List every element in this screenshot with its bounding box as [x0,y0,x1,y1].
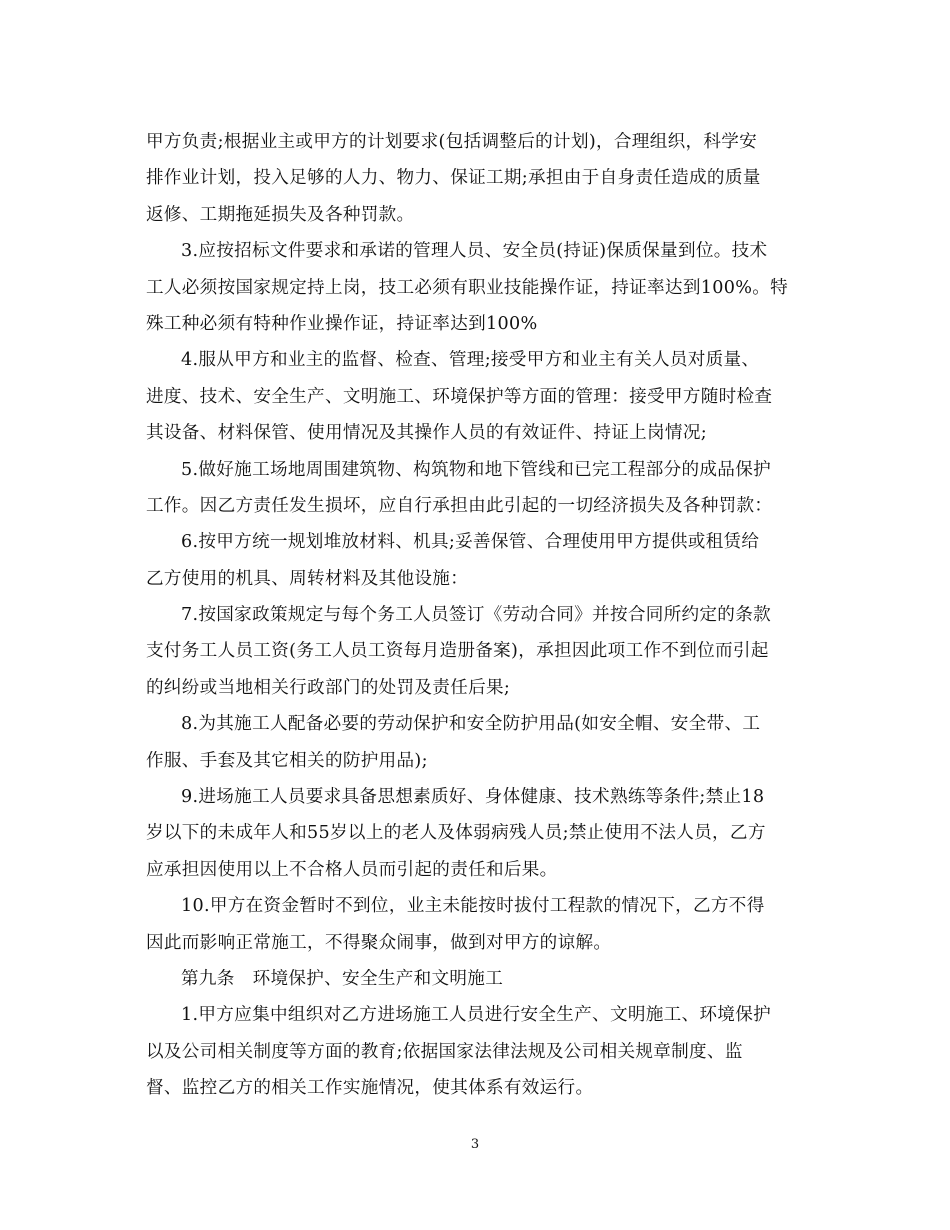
document-body [146,124,806,1107]
text-line: 6.按甲方统一规划堆放材料、机具;妥善保管、合理使用甲方提供或租赁给 [181,532,760,553]
text-line: 4.服从甲方和业主的监督、检查、管理;接受甲方和业主有关人员对质量、 [181,350,760,371]
text-line: 岁以下的未成年人和55岁以上的老人及体弱病残人员;禁止使用不法人员，乙方 [146,823,766,844]
text-line: 因此而影响正常施工，不得聚众闹事，做到对甲方的谅解。 [146,932,612,953]
text-line: 第九条 环境保护、安全生产和文明施工 [181,968,504,989]
text-line: 3.应按招标文件要求和承诺的管理人员、安全员(持证)保质保量到位。技术 [181,241,768,262]
text-line: 工人必须按国家规定持上岗，技工必须有职业技能操作证，持证率达到100%。特 [146,277,788,298]
text-line: 的纠纷或当地相关行政部门的处罚及责任后果; [146,677,511,698]
text-line: 甲方负责;根据业主或甲方的计划要求(包括调整后的计划)，合理组织，科学安 [146,132,758,152]
text-line: 应承担因使用以上不合格人员而引起的责任和后果。 [146,859,558,880]
text-line: 殊工种必须有特种作业操作证，持证率达到100% [146,313,538,334]
text-line: 进度、技术、安全生产、文明施工、环境保护等方面的管理：接受甲方随时检查 [146,386,773,407]
text-line: 其设备、材料保管、使用情况及其操作人员的有效证件、持证上岗情况; [146,423,707,444]
text-line: 8.为其施工人配备必要的劳动保护和安全防护用品(如安全帽、安全带、工 [181,714,761,735]
text-line: 支付务工人员工资(务工人员工资每月造册备案)，承担因此项工作不到位而引起 [146,641,769,662]
text-line: 督、监控乙方的相关工作实施情况，使其体系有效运行。 [146,1078,594,1099]
page-number: 3 [470,1137,480,1152]
text-line: 乙方使用的机具、周转材料及其他设施： [146,568,469,589]
text-line: 10.甲方在资金暂时不到位，业主未能按时拔付工程款的情况下，乙方不得 [181,896,765,917]
text-line: 以及公司相关制度等方面的教育;依据国家法律法规及公司相关规章制度、监 [146,1041,743,1062]
text-line: 排作业计划，投入足够的人力、物力、保证工期;承担由于自身责任造成的质量 [146,168,761,189]
text-line: 7.按国家政策规定与每个务工人员签订《劳动合同》并按合同所约定的条款 [181,605,771,626]
text-line: 1.甲方应集中组织对乙方进场施工人员进行安全生产、文明施工、环境保护 [181,1005,771,1026]
text-line: 9.进场施工人员要求具备思想素质好、身体健康、技术熟练等条件;禁止18 [181,787,765,808]
text-line: 工作。因乙方责任发生损坏，应自行承担由此引起的一切经济损失及各种罚款： [146,495,773,516]
text-line: 5.做好施工场地周围建筑物、构筑物和地下管线和已完工程部分的成品保护 [181,459,771,480]
text-line: 作服、手套及其它相关的防护用品); [146,750,428,771]
text-line: 返修、工期拖延损失及各种罚款。 [146,204,415,225]
